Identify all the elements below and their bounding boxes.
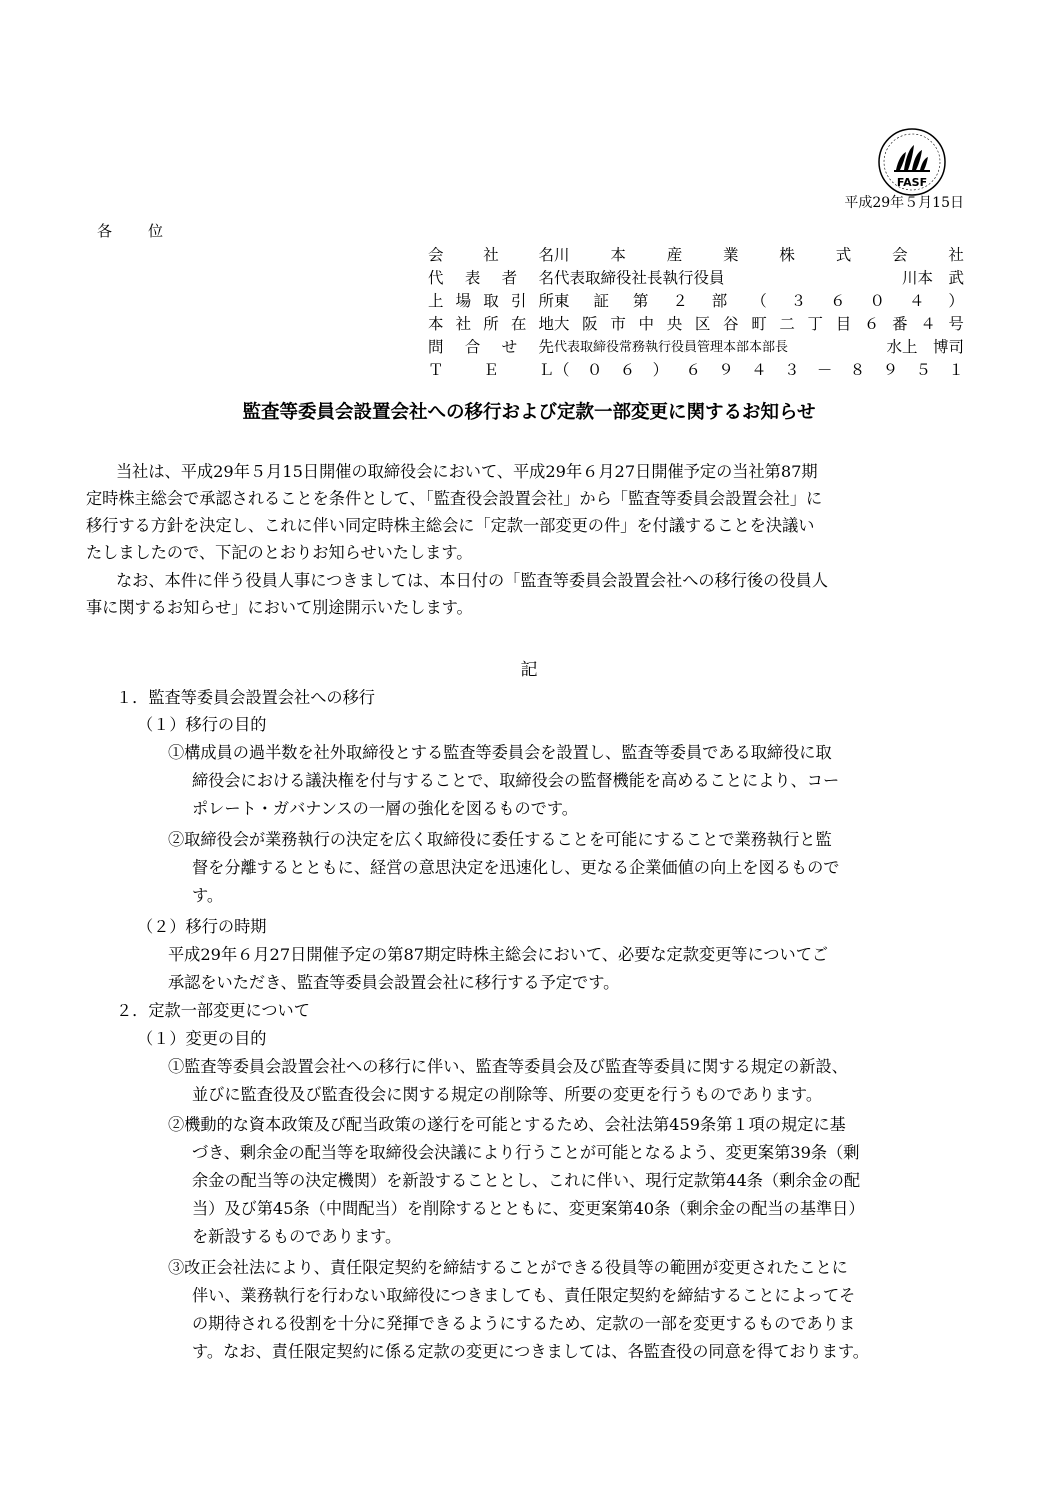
section1-item1-line: ポレート・ガバナンスの一層の強化を図るものです。 xyxy=(192,799,578,818)
intro-line: なお、本件に伴う役員人事につきましては、本日付の「監査等委員会設置会社への移行後の役員人 xyxy=(116,571,828,590)
section1-item2-line: ②取締役会が業務執行の決定を広く取締役に委任することを可能にすることで業務執行と監 xyxy=(168,830,832,849)
info-value: （ ０ ６ ） ６ ９ ４ ３ － ８ ９ ５ １ xyxy=(554,361,964,379)
section1-item2-line: す。 xyxy=(192,886,224,905)
section1-item1-line: ①構成員の過半数を社外取締役とする監査等委員会を設置し、監査等委員である取締役に取 xyxy=(168,743,832,762)
intro-line: 当社は、平成29年５月15日開催の取締役会において、平成29年６月27日開催予定の当社第87期 xyxy=(116,462,818,481)
section2-item3-line: す。なお、責任限定契約に係る定款の変更につきましては、各監査役の同意を得ております。 xyxy=(192,1342,869,1361)
contact-name: 水上 博司 xyxy=(886,338,964,356)
info-row-company-name xyxy=(428,244,964,267)
info-value xyxy=(554,336,964,359)
section1-sub1-heading: （１）移行の目的 xyxy=(137,715,267,734)
section1-sub2-heading: （２）移行の時期 xyxy=(137,917,267,936)
info-label: 上 場 取 引 所 xyxy=(428,292,554,310)
info-value: 川 本 産 業 株 式 会 社 xyxy=(554,246,964,264)
info-label: 代 表 者 名 xyxy=(428,269,554,287)
logo-text: FASF xyxy=(896,176,928,189)
document-date: 平成29年５月15日 xyxy=(844,195,964,211)
intro-line: 移行する方針を決定し、これに伴い同定時株主総会に「定款一部変更の件」を付議することを決議い xyxy=(86,516,815,535)
info-row-tel xyxy=(428,359,964,382)
contact-title: 代表取締役常務執行役員管理本部本部長 xyxy=(554,340,789,355)
intro-line: 事に関するお知らせ」において別途開示いたします。 xyxy=(86,598,473,617)
section1-item2-line: 督を分離するとともに、経営の意思決定を迅速化し、更なる企業価値の向上を図るもので xyxy=(192,858,840,877)
section1-sub2-line: 承認をいただき、監査等委員会設置会社に移行する予定です。 xyxy=(168,973,620,992)
addressee: 各位 xyxy=(97,222,200,240)
info-label: Ｔ Ｅ Ｌ xyxy=(428,361,554,379)
section2-sub1-heading: （１）変更の目的 xyxy=(137,1029,267,1048)
representative-title: 代表取締役社長執行役員 xyxy=(554,269,725,287)
fasf-logo xyxy=(876,126,948,198)
section2-item2-line: ②機動的な資本政策及び配当政策の遂行を可能とするため、会社法第459条第１項の規定に基 xyxy=(168,1115,846,1134)
section2-item3-line: の期待される役割を十分に発揮できるようにするため、定款の一部を変更するものでありま xyxy=(192,1314,856,1333)
info-row-representative xyxy=(428,267,964,290)
info-value: 東 証 第 ２ 部 （ ３ ６ ０ ４ ） xyxy=(554,292,964,310)
company-info xyxy=(428,244,964,382)
section1-item1-line: 締役会における議決権を付与することで、取締役会の監督機能を高めることにより、コー xyxy=(192,771,840,790)
ki-heading: 記 xyxy=(520,660,538,680)
info-label: 本 社 所 在 地 xyxy=(428,315,554,333)
section1-sub2-line: 平成29年６月27日開催予定の第87期定時株主総会において、必要な定款変更等についてご xyxy=(168,945,829,964)
section2-item3-line: 伴い、業務執行を行わない取締役につきましても、責任限定契約を締結することによってそ xyxy=(192,1286,856,1305)
section2-item2-line: を新設するものであります。 xyxy=(192,1227,402,1246)
document-title: 監査等委員会設置会社への移行および定款一部変更に関するお知らせ xyxy=(242,402,816,423)
intro-line: たしましたので、下記のとおりお知らせいたします。 xyxy=(86,543,473,562)
info-value xyxy=(554,267,964,290)
section2-item2-line: 余金の配当等の決定機関）を新設することとし、これに伴い、現行定款第44条（剰余金の配 xyxy=(192,1171,861,1190)
section1-heading: １．監査等委員会設置会社への移行 xyxy=(116,688,375,707)
section2-item1-line: ①監査等委員会設置会社への移行に伴い、監査等委員会及び監査等委員に関する規定の新設、 xyxy=(168,1057,848,1076)
info-label: 問 合 せ 先 xyxy=(428,338,554,356)
info-row-contact xyxy=(428,336,964,359)
representative-name: 川本 武 xyxy=(901,269,964,287)
info-row-address xyxy=(428,313,964,336)
section2-item3-line: ③改正会社法により、責任限定契約を締結することができる役員等の範囲が変更されたことに xyxy=(168,1258,848,1277)
info-label: 会 社 名 xyxy=(428,246,554,264)
section2-item2-line: 当）及び第45条（中間配当）を削除するとともに、変更案第40条（剰余金の配当の基準日） xyxy=(192,1199,865,1218)
info-row-exchange xyxy=(428,290,964,313)
section2-heading: ２．定款一部変更について xyxy=(116,1001,310,1020)
intro-line: 定時株主総会で承認されることを条件として、「監査役会設置会社」から「監査等委員会設置会社」に xyxy=(86,489,823,508)
section2-item2-line: づき、剰余金の配当等を取締役会決議により行うことが可能となるよう、変更案第39条（剰 xyxy=(192,1143,860,1162)
info-value: 大 阪 市 中 央 区 谷 町 二 丁 目 ６ 番 ４ 号 xyxy=(554,315,964,333)
section2-item1-line: 並びに監査役及び監査役会に関する規定の削除等、所要の変更を行うものであります。 xyxy=(192,1085,823,1104)
fasf-membership-logo-icon xyxy=(876,126,948,198)
